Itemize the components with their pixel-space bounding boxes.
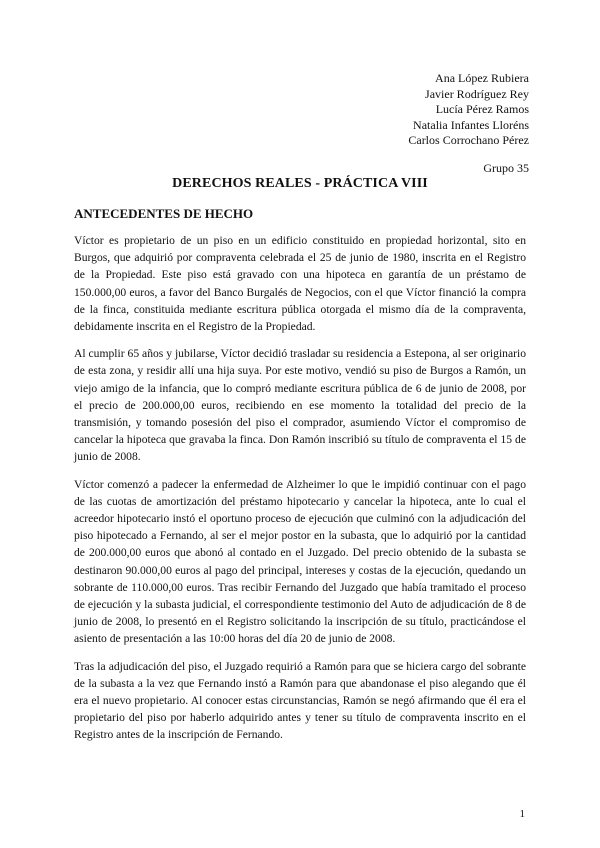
- body-text: [74, 232, 526, 754]
- paragraph: Al cumplir 65 años y jubilarse, Víctor decidió trasladar su residencia a Estepona, al ser originario de esta zona, y residir allí una hija suya. Por este motivo, vendió su piso de Burgos a Ramón, un viejo amigo de la infancia, que lo compró mediante escritura pública de 6 de junio de 2008, por el precio de 200.000,00 euros, recibiendo en ese momento la totalidad del precio de la transmisión, y tomando posesión del piso el comprador, asumiendo Víctor el compromiso de cancelar la hipoteca que gravaba la finca. Don Ramón inscribió su título de compraventa el 15 de junio de 2008.: [74, 347, 526, 464]
- paragraph: Víctor comenzó a padecer la enfermedad de Alzheimer lo que le impidió continuar con el pago de las cuotas de amortización del préstamo hipotecario y cancelar la hipoteca, ante lo cual el acreedor hipotecario instó el oportuno proceso de ejecución que culminó con la adjudicación del piso hipotecado a Fernando, al ser el mejor postor en la subasta, que lo adquirió por la cantidad de 200.000,00 euros que abonó al contado en el Juzgado. Del precio obtenido de la subasta se destinaron 90.000,00 euros al pago del principal, intereses y costas de la ejecución, quedando un sobrante de 110.000,00 euros. Tras recibir Fernando del Juzgado que había tramitado el proceso de ejecución y la subasta judicial, el correspondiente testimonio del Auto de adjudicación de 8 de junio de 2008, lo presentó en el Registro solicitando la inscripción de su título, practicándose el asiento de presentación a las 10:00 horas del día 20 de junio de 2008.: [74, 477, 526, 646]
- page-number: 1: [519, 808, 525, 820]
- author-name: Lucía Pérez Ramos: [435, 102, 529, 117]
- author-name: Ana López Rubiera: [435, 71, 529, 85]
- section-heading: ANTECEDENTES DE HECHO: [74, 206, 254, 221]
- author-name: Carlos Corrochano Pérez: [408, 133, 529, 148]
- author-name: Natalia Infantes Lloréns: [413, 117, 529, 132]
- document-title: DERECHOS REALES - PRÁCTICA VIII: [172, 176, 428, 191]
- paragraph: Tras la adjudicación del piso, el Juzgado requirió a Ramón para que se hiciera cargo del sobrante de la subasta a la vez que Fernando instó a Ramón para que abandonase el piso alegando que él era el nuevo propietario. Al conocer estas circunstancias, Ramón se negó afirmando que él era el propietario del piso por haberlo adquirido antes y tener su título de compraventa inscrito en el Registro antes de la inscripción de Fernando.: [74, 659, 526, 742]
- author-list: [408, 71, 529, 149]
- author-name: Javier Rodríguez Rey: [425, 86, 529, 101]
- group-label: Grupo 35: [483, 161, 529, 175]
- paragraph: Víctor es propietario de un piso en un edificio constituido en propiedad horizontal, sito en Burgos, que adquirió por compraventa celebrada el 25 de junio de 1980, inscrita en el Registro de la Propiedad. Este piso está gravado con una hipoteca en garantía de un préstamo de 150.000,00 euros, a favor del Banco Burgalés de Negocios, con el que Víctor financió la compra de la finca, constituida mediante escritura pública otorgada el mismo día de la compraventa, debidamente inscrita en el Registro de la Propiedad.: [74, 234, 526, 334]
